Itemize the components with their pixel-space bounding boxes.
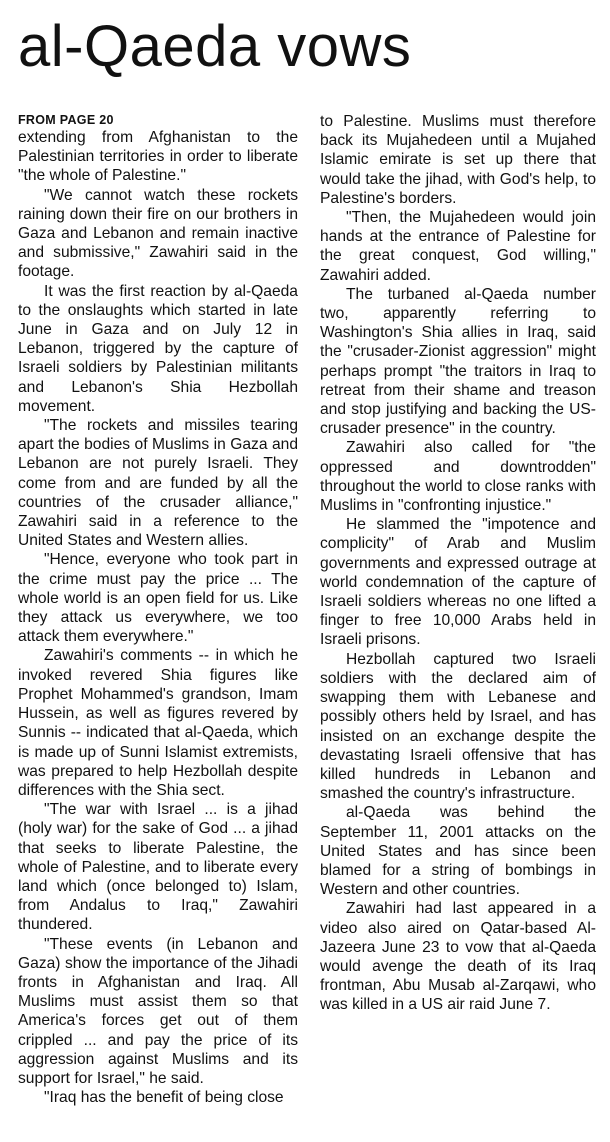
paragraph: "We cannot watch these rockets raining down their fire on our brothers in Gaza and Lebanon and remain inactive and submissive," Zawahiri said in the footage. [18,186,298,281]
article-column-left [18,112,298,1107]
paragraph: Zawahiri had last appeared in a video also aired on Qatar-based Al-Jazeera June 23 to vow that al-Qaeda would avenge the death of its Iraq frontman, Abu Musab al-Zarqawi, who was killed in a US air raid June 7. [320,900,596,1014]
headline: al-Qaeda vows [18,14,412,79]
paragraph: The turbaned al-Qaeda number two, apparently referring to Washington's Shia allies in Iraq, said the "crusader-Zionist aggression" might perhaps prompt "the traitors in Iraq to retreat from their shame and treason and stop justifying and backing the US-crusader presence" in the country. [320,285,596,438]
paragraph: to Palestine. Muslims must therefore back its Mujahedeen until a Mujahed Islamic emirate is set up there that would take the jihad, with God's help, to Palestine's borders. [320,113,596,207]
paragraph: "The rockets and missiles tearing apart the bodies of Muslims in Gaza and Lebanon are not purely Israeli. They come from and are funded by all the countries of the crusader alliance," Zawahiri said in a reference to the United States and Western allies. [18,417,298,550]
paragraph: al-Qaeda was behind the September 11, 2001 attacks on the United States and has since been blamed for a string of bombings in Western and other countries. [320,804,596,899]
jump-line: FROM PAGE 20 [18,113,114,127]
paragraph: Hezbollah captured two Israeli soldiers with the declared aim of swapping them with Lebanese and possibly others held by Israel, and has insisted on an exchange despite the devastating Israeli offensive that has killed hundreds in Lebanon and smashed the country's infrastructure. [320,650,596,803]
paragraph: Zawahiri's comments -- in which he invoked revered Shia figures like Prophet Mohammed's grandson, Imam Hussein, as well as figures revered by Sunnis -- indicated that al-Qaeda, which is made up of Sunni Islamist extremists, was prepared to help Hezbollah despite differences with the Shia sect. [18,647,298,799]
paragraph: extending from Afghanistan to the Palestinian territories in order to liberate "the whole of Palestine." [18,129,298,185]
paragraph: It was the first reaction by al-Qaeda to the onslaughts which started in late June in Gaza and on July 12 in Lebanon, triggered by the capture of Israeli soldiers by Palestinian militants and Lebanon's Shia Hezbollah movement. [18,282,298,415]
paragraph: He slammed the "impotence and complicity" of Arab and Muslim governments and expressed outrage at world condemnation of the capture of Israeli soldiers whereas no one lifted a finger to free 10,000 Arabs held in Israeli prisons. [320,516,596,649]
paragraph: "These events (in Lebanon and Gaza) show the importance of the Jihadi fronts in Afghanistan and Iraq. All Muslims must assist them so that America's forces get out of them crippled ... and pay the price of its aggression against Muslims and its support for Israel," he said. [18,935,298,1087]
article-column-right [320,112,596,1015]
paragraph: "Iraq has the benefit of being close [44,1089,284,1107]
paragraph: "The war with Israel ... is a jihad (holy war) for the sake of God ... a jihad that seeks to liberate Palestine, the whole of Palestine, and to liberate every land which (once belonged to) Islam, from Andalus to Iraq," Zawahiri thundered. [18,801,298,934]
paragraph: "Then, the Mujahedeen would join hands at the entrance of Palestine for the great conquest, God willing," Zawahiri added. [320,209,596,284]
paragraph: "Hence, everyone who took part in the crime must pay the price ... The whole world is an open field for us. Like they attack us everywhere, we too attack them everywhere." [18,551,298,646]
paragraph: Zawahiri also called for "the oppressed and downtrodden" throughout the world to close ranks with Muslims in "confronting injustice." [320,439,596,515]
